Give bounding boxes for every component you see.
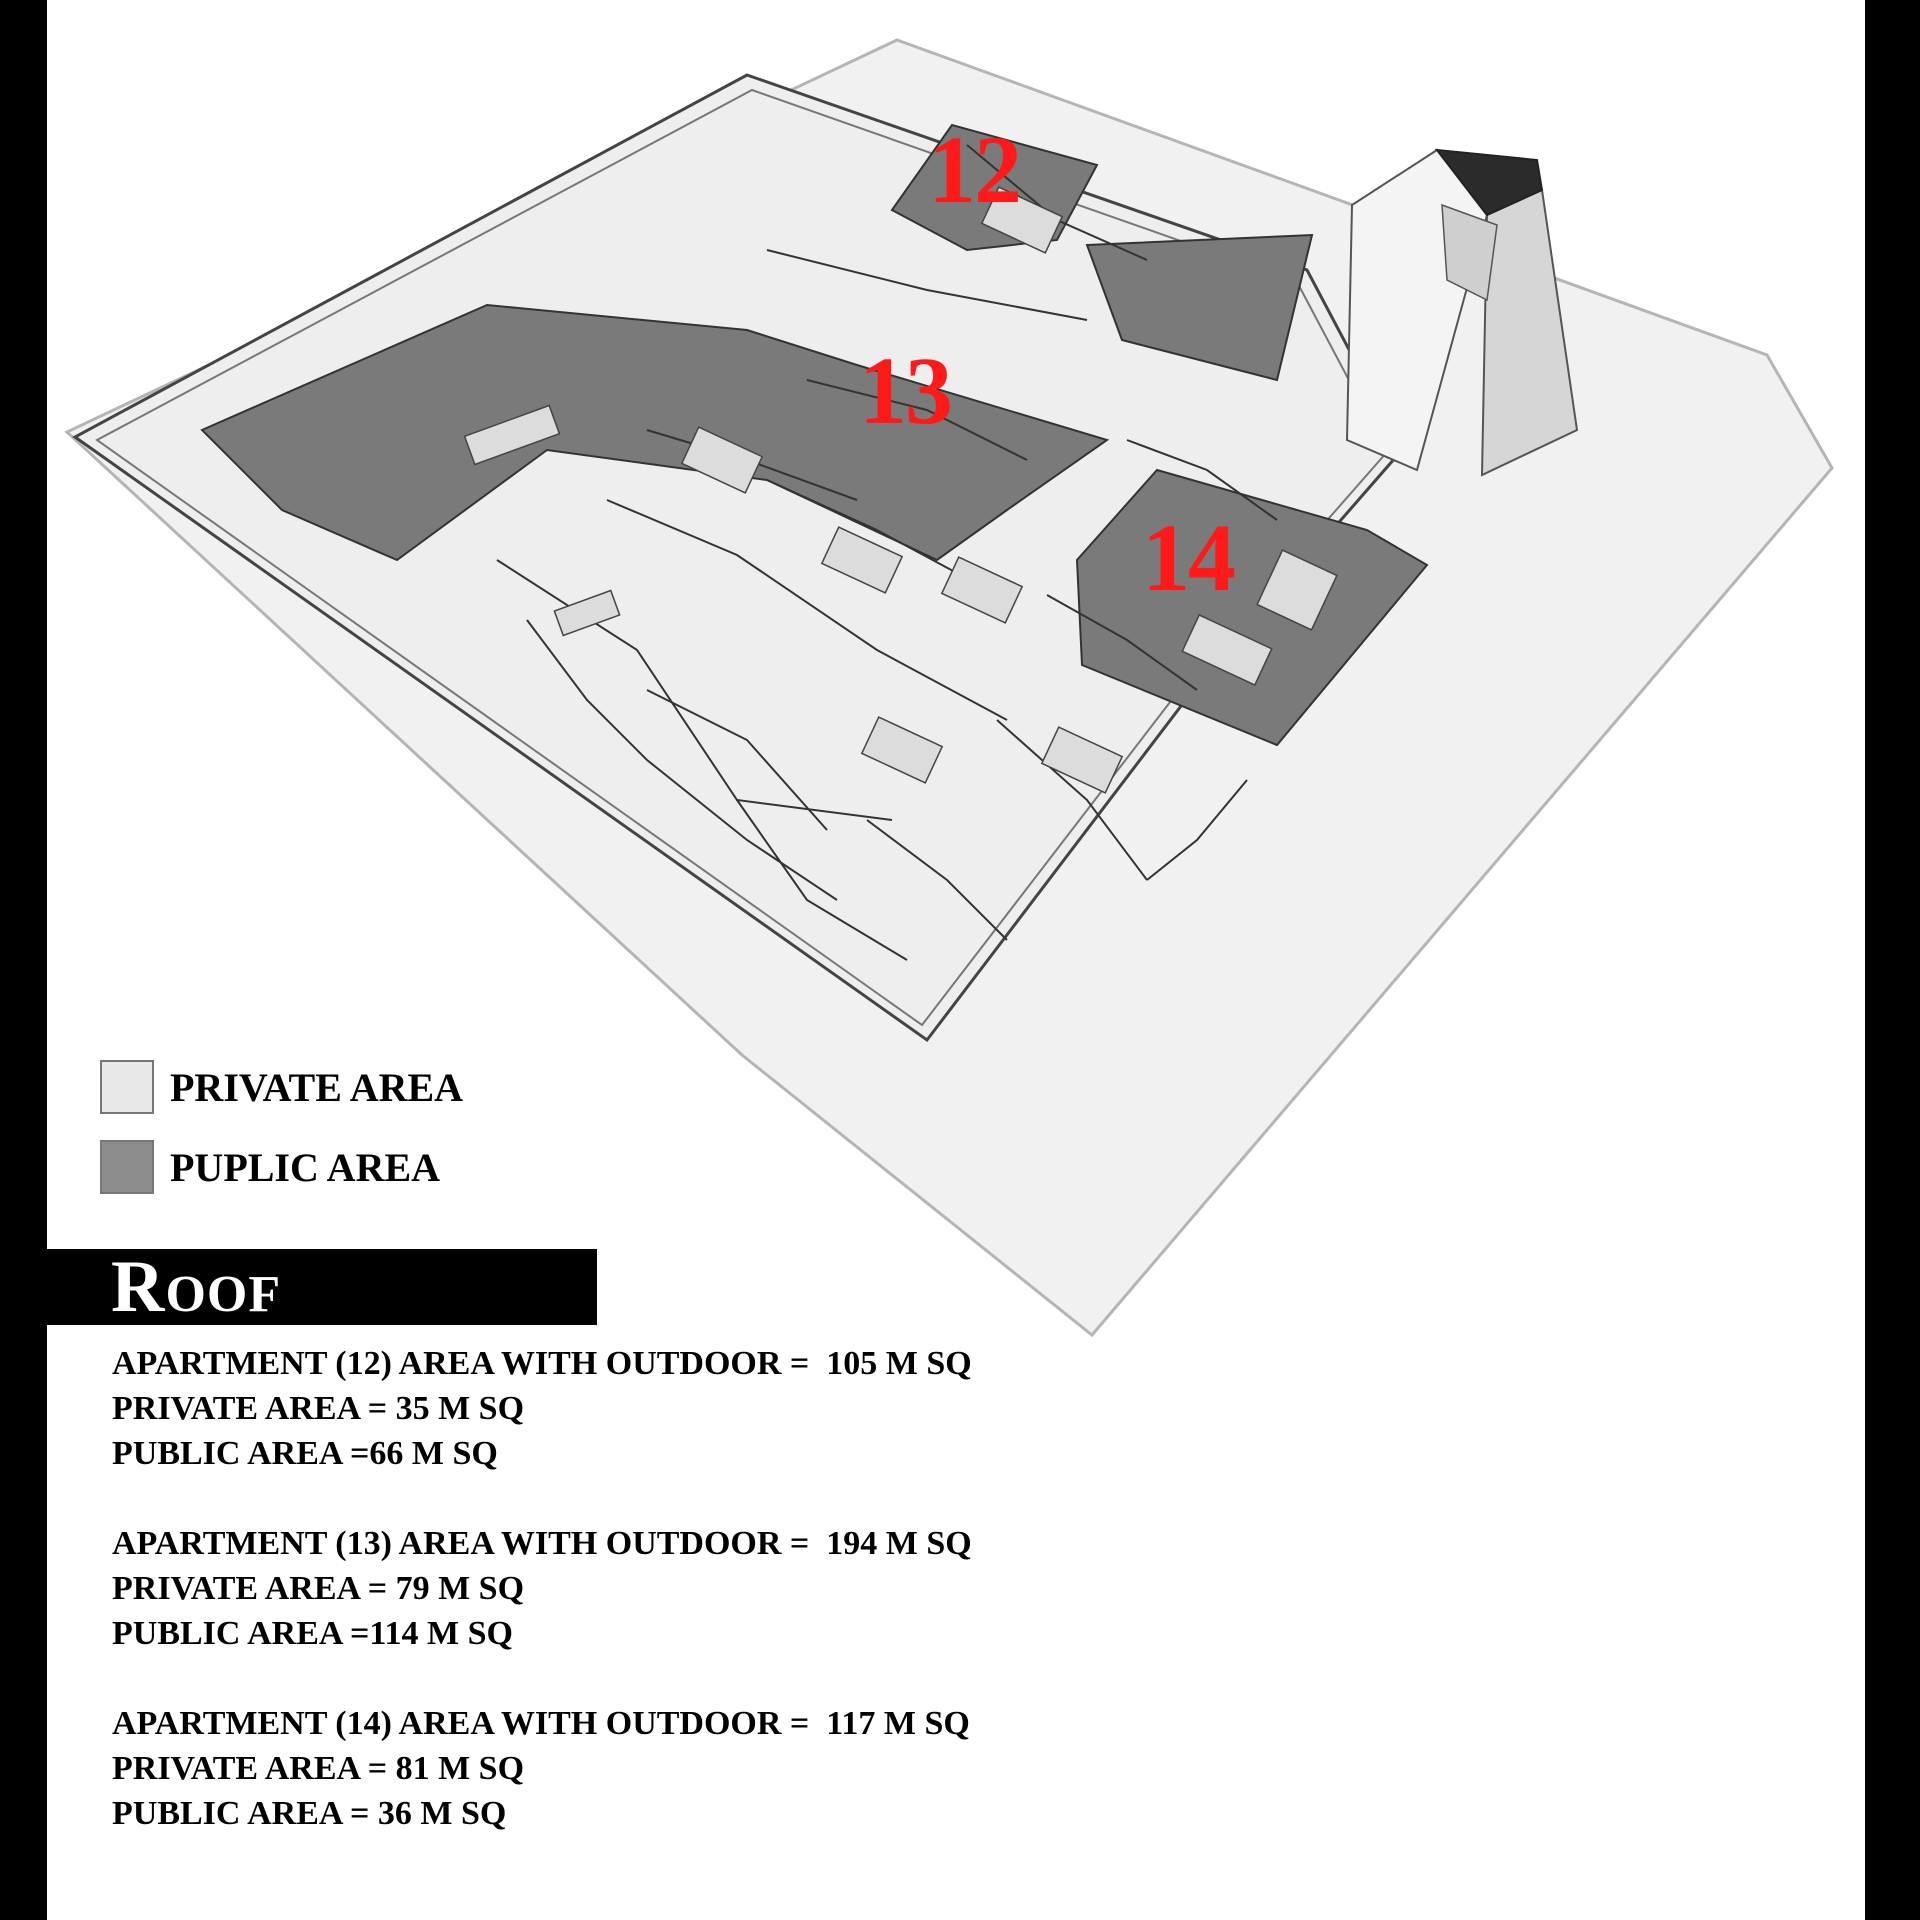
- apartment-14-areas: [112, 1701, 970, 1836]
- apartment-12-public: PUBLIC AREA =66 M SQ: [112, 1435, 498, 1472]
- apartment-13-total: APARTMENT (13) AREA WITH OUTDOOR = 194 M SQ: [112, 1525, 972, 1562]
- legend-public: [100, 1140, 440, 1194]
- legend-private: [100, 1060, 463, 1114]
- public-area-swatch: [100, 1140, 154, 1194]
- apartment-12-areas: [112, 1341, 972, 1476]
- apartment-12-total: APARTMENT (12) AREA WITH OUTDOOR = 105 M SQ: [112, 1345, 972, 1382]
- apartment-number-14: 14: [1142, 504, 1234, 611]
- apartment-14-public: PUBLIC AREA = 36 M SQ: [112, 1795, 507, 1832]
- private-area-swatch: [100, 1060, 154, 1114]
- apartment-13-public: PUBLIC AREA =114 M SQ: [112, 1615, 513, 1652]
- apartment-12-private: PRIVATE AREA = 35 M SQ: [112, 1390, 525, 1427]
- public-area-label: PUPLIC AREA: [170, 1144, 441, 1190]
- apartment-number-12: 12: [928, 116, 1020, 223]
- section-title: Roof: [111, 1246, 282, 1328]
- apartment-14-private: PRIVATE AREA = 81 M SQ: [112, 1750, 525, 1787]
- apartment-13-private: PRIVATE AREA = 79 M SQ: [112, 1570, 525, 1607]
- apartment-13-areas: [112, 1521, 972, 1656]
- apartment-14-total: APARTMENT (14) AREA WITH OUTDOOR = 117 M SQ: [112, 1705, 970, 1742]
- private-area-label: PRIVATE AREA: [170, 1064, 464, 1110]
- apartment-number-13: 13: [859, 337, 951, 444]
- section-title-banner: [47, 1246, 597, 1328]
- drawing-sheet: [47, 0, 1865, 1920]
